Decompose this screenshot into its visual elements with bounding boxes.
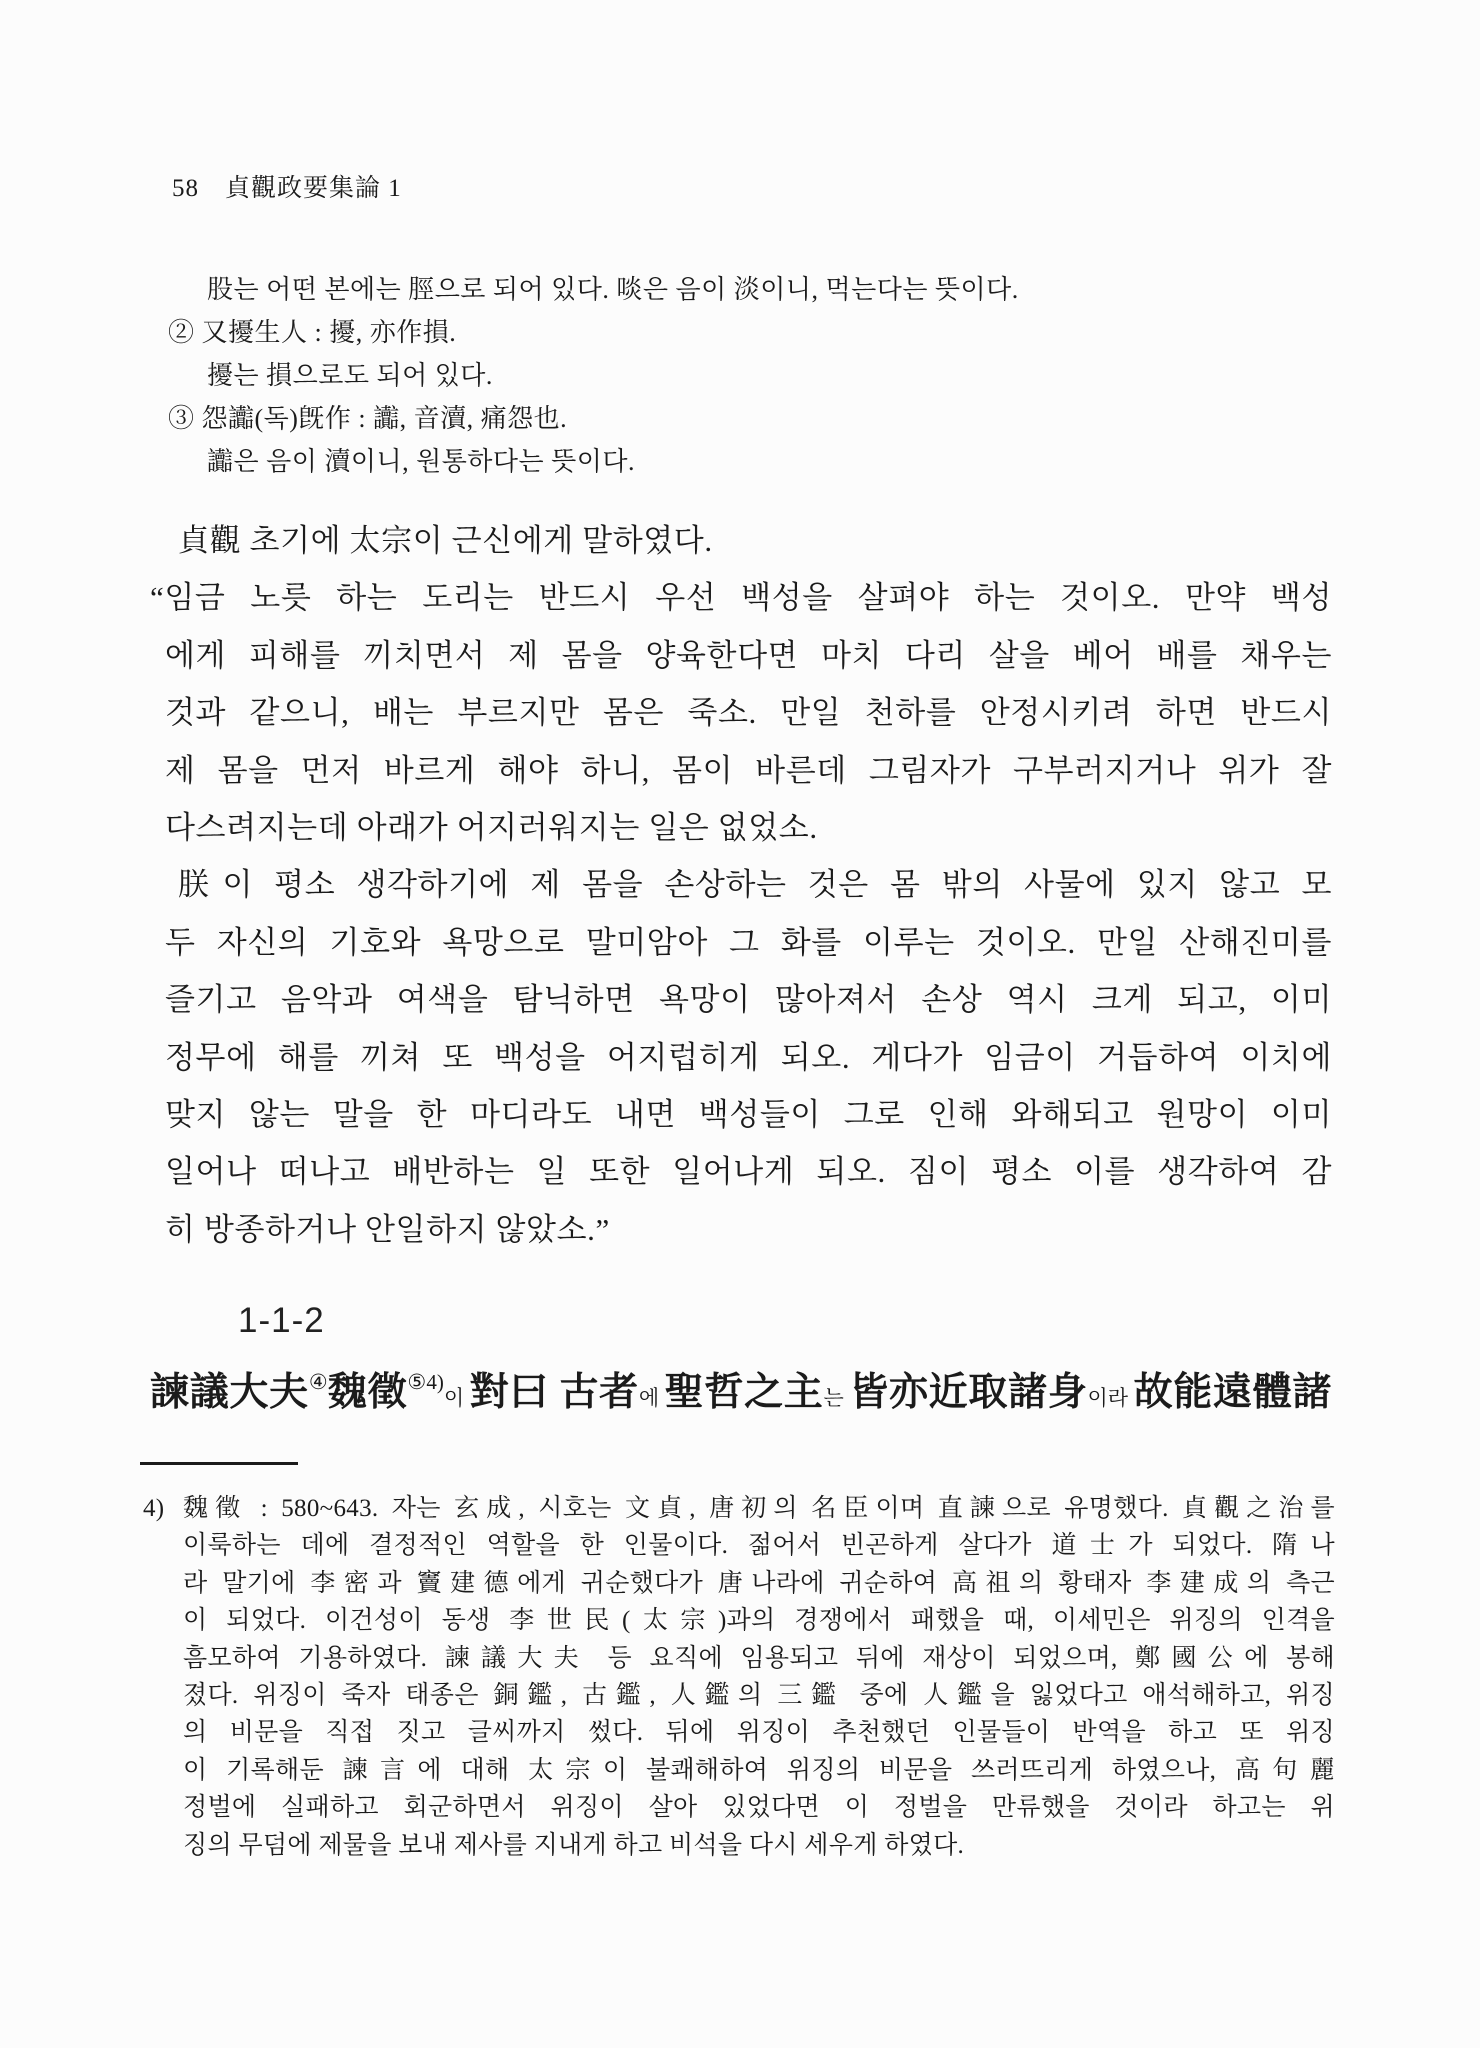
annotation-line: 擾는 損으로도 되어 있다. (207, 361, 493, 390)
book-title: 貞觀政要集論 1 (225, 175, 402, 202)
body-line: 제 몸을 먼저 바르게 해야 하니, 몸이 바른데 그림자가 구부러지거나 위가 잘 (165, 752, 1332, 788)
note-superscript: ④ (308, 1370, 328, 1394)
footnote-block (143, 1490, 1335, 1864)
body-line: 두 자신의 기호와 욕망으로 말미암아 그 화를 이루는 것이오. 만일 산해진미를 (165, 924, 1332, 960)
annotation-line: ③ 怨讟(독)旣作 : 讟, 音瀆, 痛怨也. (168, 404, 568, 433)
korean-particle: 에 (638, 1386, 665, 1410)
body-line: “임금 노릇 하는 도리는 반드시 우선 백성을 살펴야 하는 것이오. 만약 백성 (150, 580, 1332, 616)
hanja-segment: 對曰 古者 (469, 1371, 639, 1414)
footnote-line: 흠모하여 기용하였다. 諫議大夫 등 요직에 임용되고 뒤에 재상이 되었으며, 鄭國公에 봉해 (183, 1644, 1335, 1672)
hanja-segment: 諫議大夫 (150, 1371, 309, 1414)
korean-particle: 이라 (1087, 1386, 1134, 1410)
annotation-line: 股는 어떤 본에는 脛으로 되어 있다. 啖은 음이 淡이니, 먹는다는 뜻이다. (207, 275, 1019, 304)
body-line: 즐기고 음악과 여색을 탐닉하면 욕망이 많아져서 손상 역시 크게 되고, 이미 (165, 982, 1332, 1018)
hanja-segment: 魏徵 (327, 1371, 408, 1414)
body-text (150, 512, 1332, 1258)
footnote-line (143, 1490, 1335, 1527)
annotation-block (150, 268, 1335, 483)
page-header (172, 168, 402, 204)
footnote-line: 이룩하는 데에 결정적인 역할을 한 인물이다. 젊어서 빈곤하게 살다가 道士가 되었다. 隋나 (183, 1532, 1335, 1560)
body-line: 히 방종하거나 안일하지 않았소.” (165, 1211, 610, 1247)
body-line: 다스려지는데 아래가 어지러워지는 일은 없었소. (165, 810, 818, 846)
footnote-line: 라 말기에 李密과 竇建德에게 귀순했다가 唐나라에 귀순하여 高祖의 황태자 李建成의 측근 (183, 1569, 1335, 1597)
hanja-segment: 故能遠體諸 (1133, 1371, 1332, 1414)
hanja-segment: 皆亦近取諸身 (849, 1371, 1088, 1414)
annotation-line: 讟은 음이 瀆이니, 원통하다는 뜻이다. (207, 447, 636, 476)
footnote-line: 이 되었다. 이건성이 동생 李世民(太宗)과의 경쟁에서 패했을 때, 이세민은 위징의 인격을 (183, 1607, 1335, 1635)
body-line: 정무에 해를 끼쳐 또 백성을 어지럽히게 되오. 게다가 임금이 거듭하여 이치에 (165, 1039, 1332, 1075)
page-number: 58 (172, 175, 199, 202)
footnote-text: 魏徵 : 580~643. 자는 玄成, 시호는 文貞, 唐初의 名臣이며 直諫으로 유명했다. 貞觀之治를 (183, 1495, 1335, 1522)
body-line: 貞觀 초기에 太宗이 근신에게 말하였다. (178, 523, 713, 558)
footnote-line: 의 비문을 직접 짓고 글씨까지 썼다. 뒤에 위징이 추천했던 인물들이 반역을 하고 또 위징 (183, 1719, 1335, 1747)
hanja-segment: 聖哲之主 (664, 1371, 824, 1414)
footnote-line: 징의 무덤에 제물을 보내 제사를 지내게 하고 비석을 다시 세우게 하였다. (183, 1831, 965, 1859)
body-line: 일어나 떠나고 배반하는 일 또한 일어나게 되오. 짐이 평소 이를 생각하여 감 (165, 1154, 1332, 1190)
section-heading: 1-1-2 (238, 1301, 325, 1340)
korean-particle: 는 (823, 1386, 850, 1410)
note-superscript: ⑤4) (407, 1370, 444, 1394)
footnote-separator-rule (140, 1462, 298, 1465)
annotation-line: ② 又擾生人 : 擾, 亦作損. (168, 318, 457, 347)
footnote-marker: 4) (143, 1495, 165, 1522)
body-line: 朕이 평소 생각하기에 제 몸을 손상하는 것은 몸 밖의 사물에 있지 않고 모 (178, 867, 1332, 903)
classical-passage-line (150, 1366, 1332, 1425)
body-line: 맞지 않는 말을 한 마디라도 내면 백성들이 그로 인해 와해되고 원망이 이미 (165, 1097, 1332, 1133)
footnote-line: 정벌에 실패하고 회군하면서 위징이 살아 있었다면 이 정벌을 만류했을 것이라 하고는 위 (183, 1794, 1335, 1822)
body-line: 에게 피해를 끼치면서 제 몸을 양육한다면 마치 다리 살을 베어 배를 채우는 (165, 637, 1332, 673)
korean-particle: 이 (443, 1386, 470, 1410)
footnote-line: 졌다. 위징이 죽자 태종은 銅鑑, 古鑑, 人鑑의 三鑑 중에 人鑑을 잃었다고 애석해하고, 위징 (183, 1682, 1335, 1710)
footnote-line: 이 기록해둔 諫言에 대해 太宗이 불쾌해하여 위징의 비문을 쓰러뜨리게 하였으나, 高句麗 (183, 1756, 1335, 1784)
body-line: 것과 같으니, 배는 부르지만 몸은 죽소. 만일 천하를 안정시키려 하면 반드시 (165, 695, 1332, 731)
